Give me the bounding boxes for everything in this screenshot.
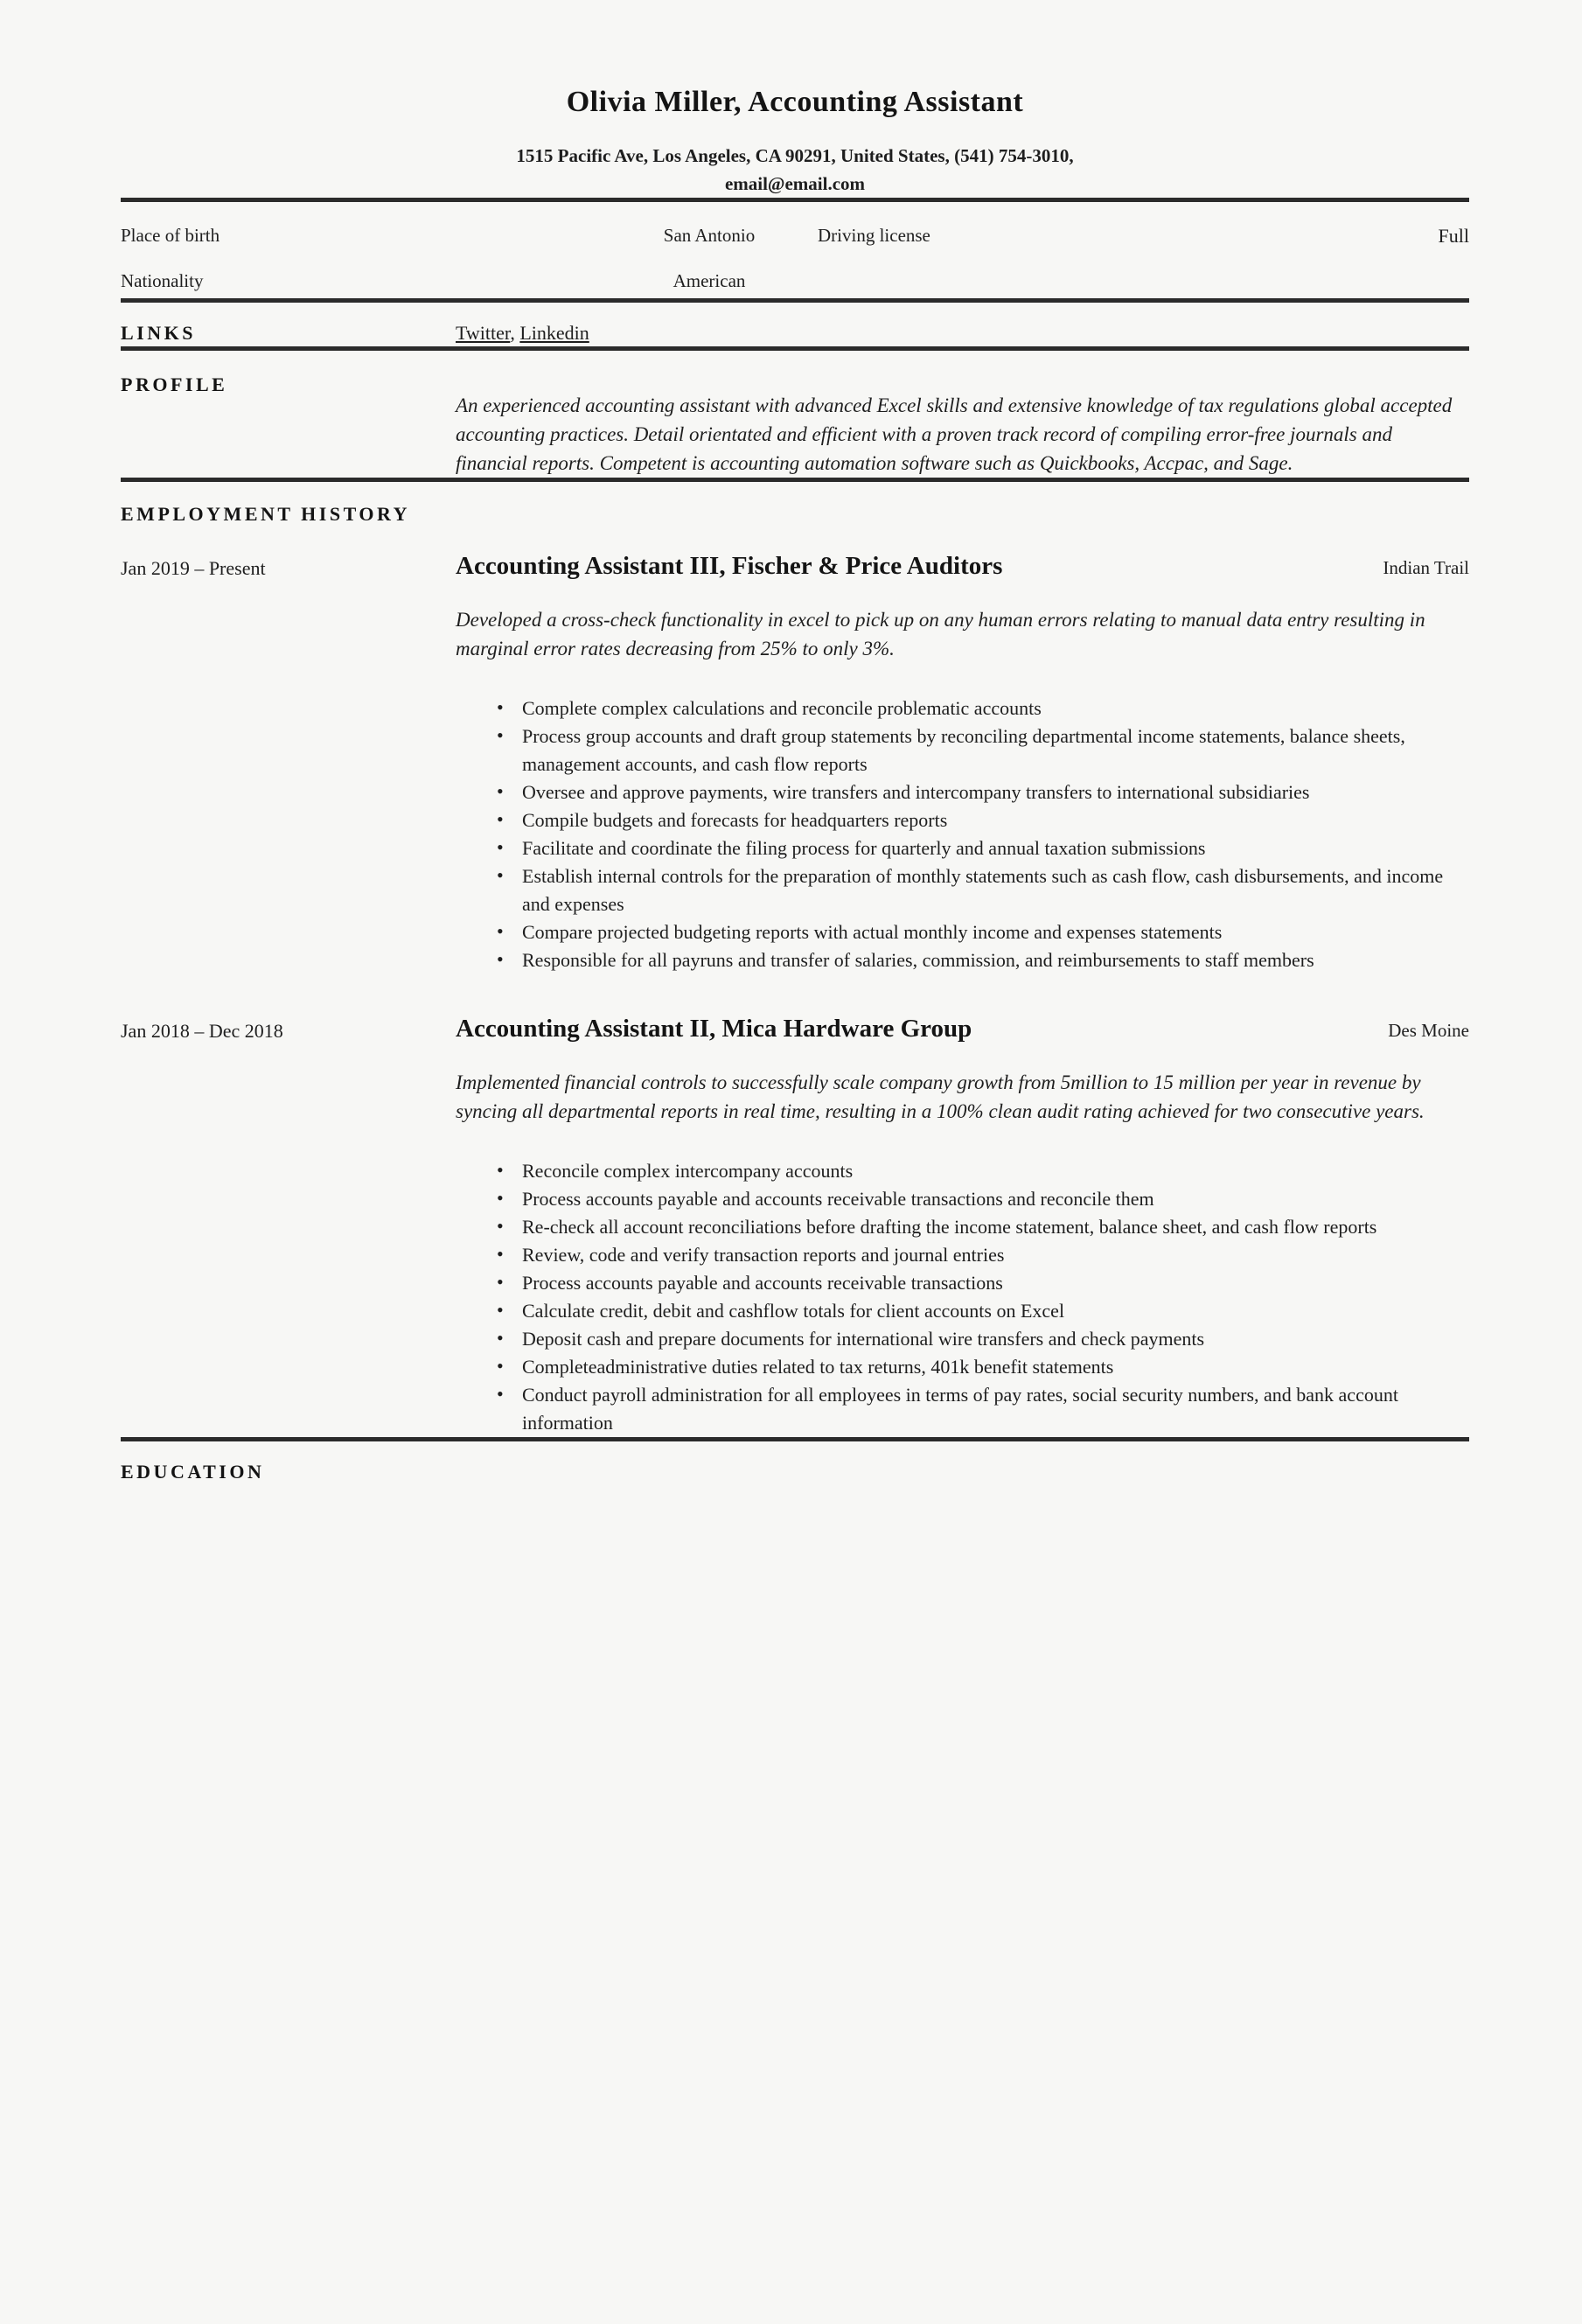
bullet-item: • Oversee and approve payments, wire transfers and intercompany transfers to international subsidiaries [497, 778, 1467, 806]
links-separator: , [510, 321, 520, 344]
contact-address: 1515 Pacific Ave, Los Angeles, CA 90291, United States, (541) 754-3010, [516, 144, 1074, 166]
details-value-driving-license: Full [1438, 224, 1469, 247]
job-location: Des Moine [1388, 1019, 1469, 1041]
divider [121, 478, 1469, 482]
job-summary: Developed a cross-check functionality in excel to pick up on any human errors relating to manual data entry resulting in marginal error rates decreasing from 25% to only 3%. [456, 608, 1425, 660]
details-value-place-of-birth: San Antonio [663, 224, 756, 246]
details-row [121, 225, 1469, 253]
divider [121, 298, 1469, 303]
bullet-item: • Establish internal controls for the preparation of monthly statements such as cash flow, cash disbursements, and income and expenses [497, 862, 1467, 918]
job-dates: Jan 2019 – Present [121, 556, 266, 579]
bullet-item: • Facilitate and coordinate the filing process for quarterly and annual taxation submissions [497, 834, 1467, 862]
bullet-item: • Complete complex calculations and reconcile problematic accounts [497, 694, 1467, 722]
twitter-link[interactable]: Twitter [456, 321, 511, 344]
profile-heading: PROFILE [121, 373, 228, 395]
details-label-nationality: Nationality [121, 269, 204, 291]
details-label-driving-license: Driving license [818, 224, 930, 246]
divider [121, 1437, 1469, 1441]
bullet-item: • Compare projected budgeting reports with actual monthly income and expenses statements [497, 918, 1467, 946]
profile-text: An experienced accounting assistant with advanced Excel skills and extensive knowledge of tax regulations global accepted accounting practices. Detail orientated and efficient with a proven track record of compiling error-free journals and financial reports. Competent is accounting automation software such as Quickbooks, Accpac, and Sage. [456, 394, 1453, 474]
job-header [456, 1015, 1469, 1043]
employment-heading: EMPLOYMENT HISTORY [121, 502, 410, 525]
bullet-item: • Process accounts payable and accounts receivable transactions and reconcile them [497, 1185, 1467, 1213]
linkedin-link[interactable]: Linkedin [519, 321, 589, 344]
page-title: Olivia Miller, Accounting Assistant [566, 86, 1024, 118]
bullet-item: • Process group accounts and draft group statements by reconciling departmental income statements, balance sheets, management accounts, and cash flow reports [497, 722, 1467, 778]
employment-entry [121, 1015, 1469, 1437]
bullet-item: • Re-check all account reconciliations before drafting the income statement, balance sheet, and cash flow reports [497, 1213, 1467, 1241]
job-title: Accounting Assistant II, Mica Hardware Group [456, 1014, 972, 1043]
bullet-item: • Compile budgets and forecasts for headquarters reports [497, 806, 1467, 834]
bullet-item: • Review, code and verify transaction reports and journal entries [497, 1241, 1467, 1269]
details-value-nationality: American [673, 269, 746, 291]
education-heading: EDUCATION [121, 1460, 265, 1483]
job-dates: Jan 2018 – Dec 2018 [121, 1019, 283, 1042]
bullet-item: • Conduct payroll administration for all employees in terms of pay rates, social security numbers, and bank account information [497, 1381, 1467, 1437]
bullet-item: • Process accounts payable and accounts receivable transactions [497, 1269, 1467, 1297]
employment-entry [121, 552, 1469, 974]
bullet-item: • Reconcile complex intercompany accounts [497, 1157, 1467, 1185]
job-header [456, 552, 1469, 581]
job-summary: Implemented financial controls to successfully scale company growth from 5million to 15 million per year in revenue by syncing all departmental reports in real time, resulting in a 100% clean audit rating achieved for two consecutive years. [456, 1071, 1425, 1122]
job-location: Indian Trail [1383, 556, 1469, 578]
contact-email: email@email.com [724, 172, 866, 194]
links-heading: LINKS [121, 321, 196, 344]
profile-section [121, 372, 1469, 478]
contact-block [121, 142, 1469, 198]
resume-page [121, 85, 1469, 1485]
details-label-place-of-birth: Place of birth [121, 224, 220, 246]
links-list [456, 320, 589, 346]
divider [121, 346, 1469, 351]
job-bullet-list [456, 694, 1467, 974]
links-section [121, 320, 1469, 346]
job-bullet-list [456, 1157, 1467, 1437]
job-body [456, 552, 1469, 974]
bullet-item: • Calculate credit, debit and cashflow totals for client accounts on Excel [497, 1297, 1467, 1325]
bullet-item: • Deposit cash and prepare documents for international wire transfers and check payments [497, 1325, 1467, 1353]
divider [121, 198, 1469, 202]
job-body [456, 1015, 1469, 1437]
bullet-item: • Completeadministrative duties related to tax returns, 401k benefit statements [497, 1353, 1467, 1381]
details-row [121, 270, 1469, 298]
bullet-item: • Responsible for all payruns and transfer of salaries, commission, and reimbursements to staff members [497, 946, 1467, 974]
job-title: Accounting Assistant III, Fischer & Price Auditors [456, 551, 1003, 580]
